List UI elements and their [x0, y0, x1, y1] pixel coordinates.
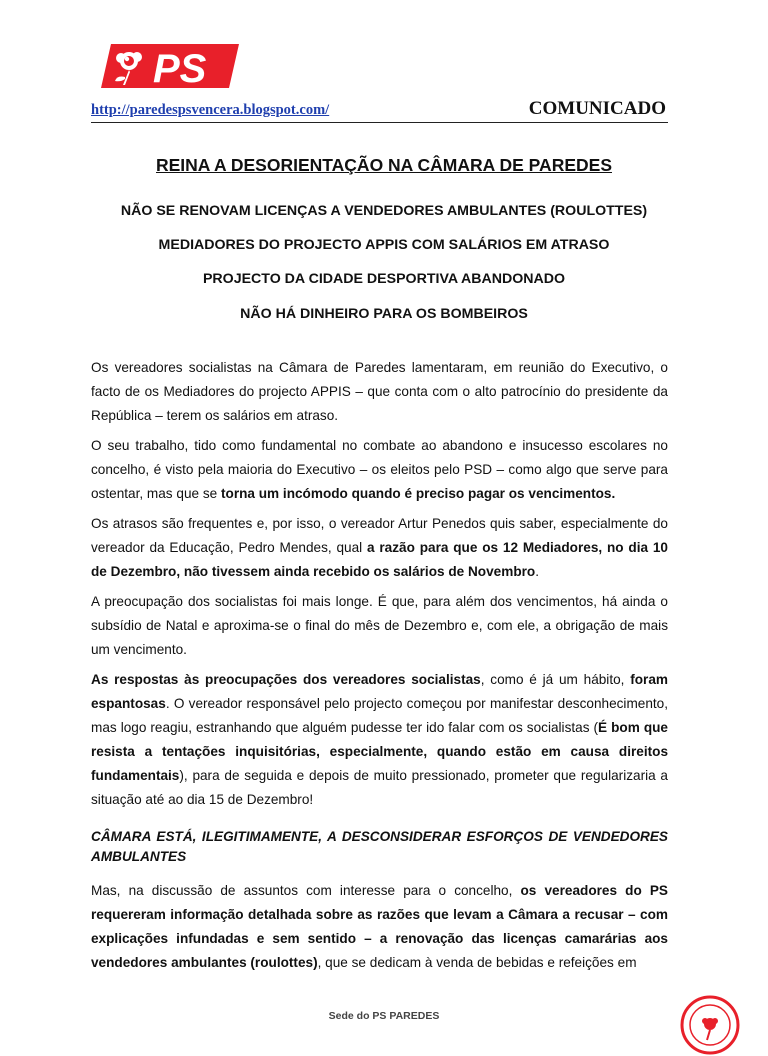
paragraph-6: Mas, na discussão de assuntos com interesse para o concelho, os vereadores do PS requereram informação detalhada sobre as razões que levam a Câmara a recusar – com explicações infundadas e sem sentido – a renovação das licenças camarárias aos vendedores ambulantes (roulottes), que se dedicam à venda de bebidas e refeições em	[91, 883, 668, 970]
footer-text: Sede do PS PAREDES	[328, 1010, 440, 1022]
header-divider	[91, 122, 668, 123]
paragraph-2: O seu trabalho, tido como fundamental no combate ao abandono e insucesso escolares no concelho, é visto pela maioria do Executivo – os eleitos pelo PSD – como algo que serve para ostentar, mas que se torna um incómodo quando é preciso pagar os vencimentos.	[91, 438, 668, 501]
paragraph-1: Os vereadores socialistas na Câmara de Paredes lamentaram, em reunião do Executivo, o facto de os Mediadores do projecto APPIS – que conta com o alto patrocínio do presidente da República – terem os salários em atraso.	[91, 360, 668, 423]
paragraph-5: As respostas às preocupações dos vereadores socialistas, como é já um hábito, foram espantosas. O vereador responsável pelo projecto começou por manifestar desconhecimento, mas logo reagiu, estranhando que alguém pudesse ter ido falar com os socialistas (É bom que resista a tentações inquisitórias, especialmente, quando estão em causa direitos fundamentais), para de seguida e depois de muito pressionado, prometer que regularizaria a situação até ao dia 15 de Dezembro!	[91, 672, 668, 807]
ps-stamp-icon	[679, 994, 741, 1056]
headline-roulottes: NÃO SE RENOVAM LICENÇAS A VENDEDORES AMBULANTES (ROULOTTES)	[120, 203, 648, 219]
page-title: REINA A DESORIENTAÇÃO NA CÂMARA DE PAREDES	[156, 155, 612, 175]
article-body	[91, 356, 668, 981]
paragraph-4: A preocupação dos socialistas foi mais longe. É que, para além dos vencimentos, há ainda o subsídio de Natal e aproxima-se o final do mês de Dezembro e, com ele, a obrigação de mais um vencimento.	[91, 594, 668, 657]
ps-logo-text: PS	[153, 47, 207, 89]
blog-url-link[interactable]: http://paredespsvencera.blogspot.com/	[91, 102, 330, 118]
paragraph-3: Os atrasos são frequentes e, por isso, o vereador Artur Penedos quis saber, especialmente do vereador da Educação, Pedro Mendes, qual a razão para que os 12 Mediadores, no dia 10 de Dezembro, não tivessem ainda recebido os salários de Novembro.	[91, 516, 668, 579]
document-type-label: COMUNICADO	[528, 98, 666, 119]
section-subheading: CÂMARA ESTÁ, ILEGITIMAMENTE, A DESCONSIDERAR ESFORÇOS DE VENDEDORES AMBULANTES	[91, 829, 668, 864]
ps-logo	[101, 41, 239, 89]
headline-appis: MEDIADORES DO PROJECTO APPIS COM SALÁRIOS EM ATRASO	[158, 237, 610, 253]
headline-bombeiros: NÃO HÁ DINHEIRO PARA OS BOMBEIROS	[240, 306, 528, 322]
headline-cidade-desportiva: PROJECTO DA CIDADE DESPORTIVA ABANDONADO	[202, 271, 566, 287]
